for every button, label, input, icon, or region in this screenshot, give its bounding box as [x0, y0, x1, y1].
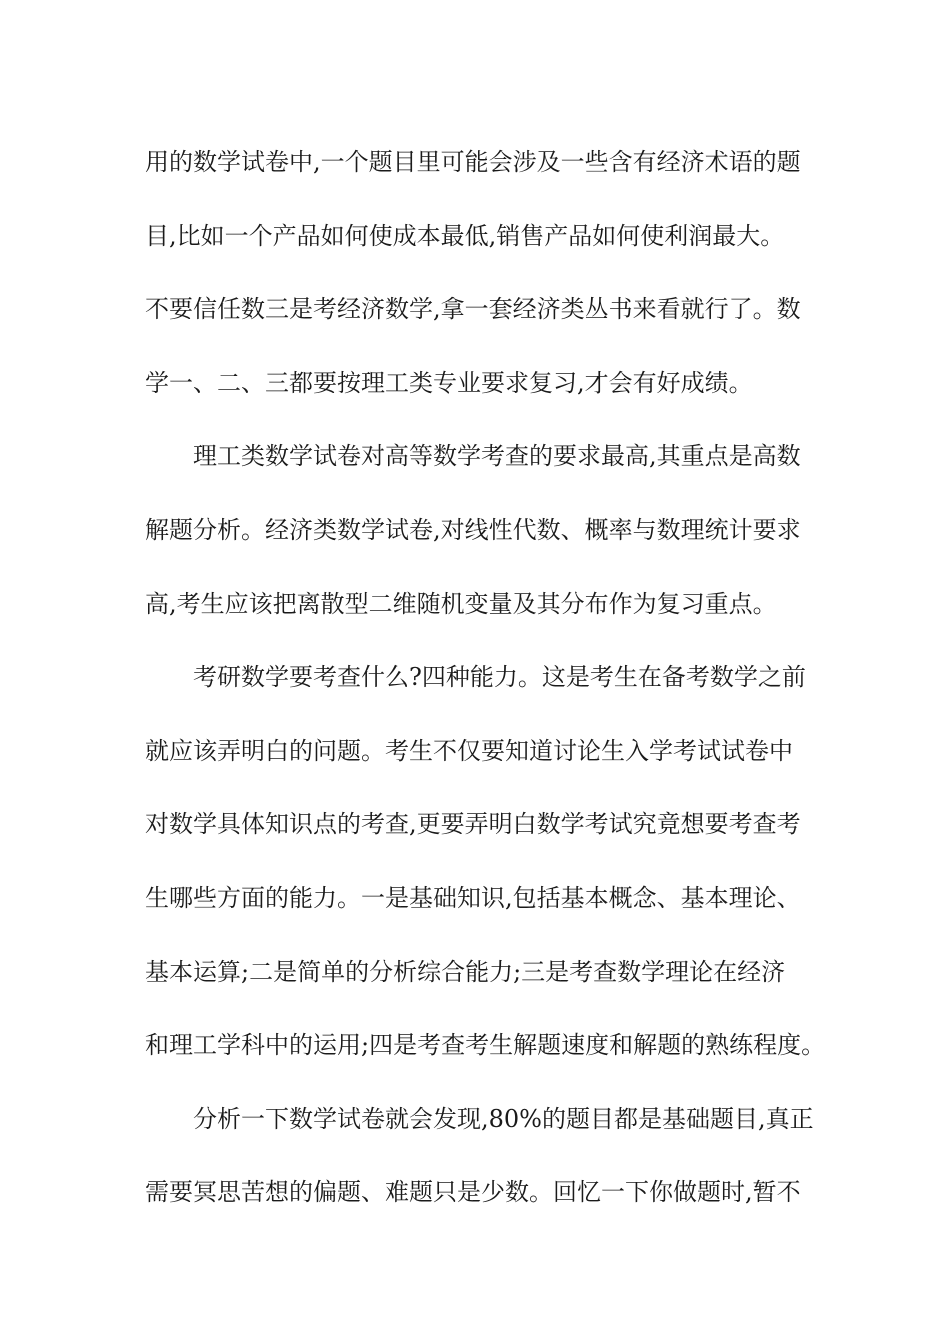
text-line: 用的数学试卷中,一个题目里可能会涉及一些含有经济术语的题: [145, 148, 801, 176]
text-line: 生哪些方面的能力。一是基础知识,包括基本概念、基本理论、: [145, 883, 801, 912]
text-line: 解题分析。经济类数学试卷,对线性代数、概率与数理统计要求: [145, 515, 801, 544]
text-line: 基本运算;二是简单的分析综合能力;三是考查数学理论在经济: [145, 957, 786, 986]
text-line: 高,考生应该把离散型二维随机变量及其分布作为复习重点。: [145, 589, 777, 618]
text-line: 不要信任数三是考经济数学,拿一套经济类丛书来看就行了。数: [145, 295, 801, 324]
text-line: 和理工学科中的运用;四是考查考生解题速度和解题的熟练程度。: [145, 1031, 826, 1060]
text-line: 对数学具体知识点的考查,更要弄明白数学考试究竟想要考查考: [145, 810, 801, 839]
text-line: 学一、二、三都要按理工类专业要求复习,才会有好成绩。: [145, 368, 753, 397]
paragraph-start-line: 理工类数学试卷对高等数学考查的要求最高,其重点是高数: [193, 442, 801, 471]
text-line: 需要冥思苦想的偏题、难题只是少数。回忆一下你做题时,暂不: [145, 1178, 801, 1207]
body-text: [145, 126, 826, 1230]
paragraph-start-line: 考研数学要考查什么?四种能力。这是考生在备考数学之前: [193, 663, 806, 692]
text-line: 目,比如一个产品如何使成本最低,销售产品如何使利润最大。: [145, 221, 785, 250]
paragraph-start-line: 分析一下数学试卷就会发现,80%的题目都是基础题目,真正: [193, 1104, 814, 1133]
text-line: 就应该弄明白的问题。考生不仅要知道讨论生入学考试试卷中: [145, 736, 793, 765]
